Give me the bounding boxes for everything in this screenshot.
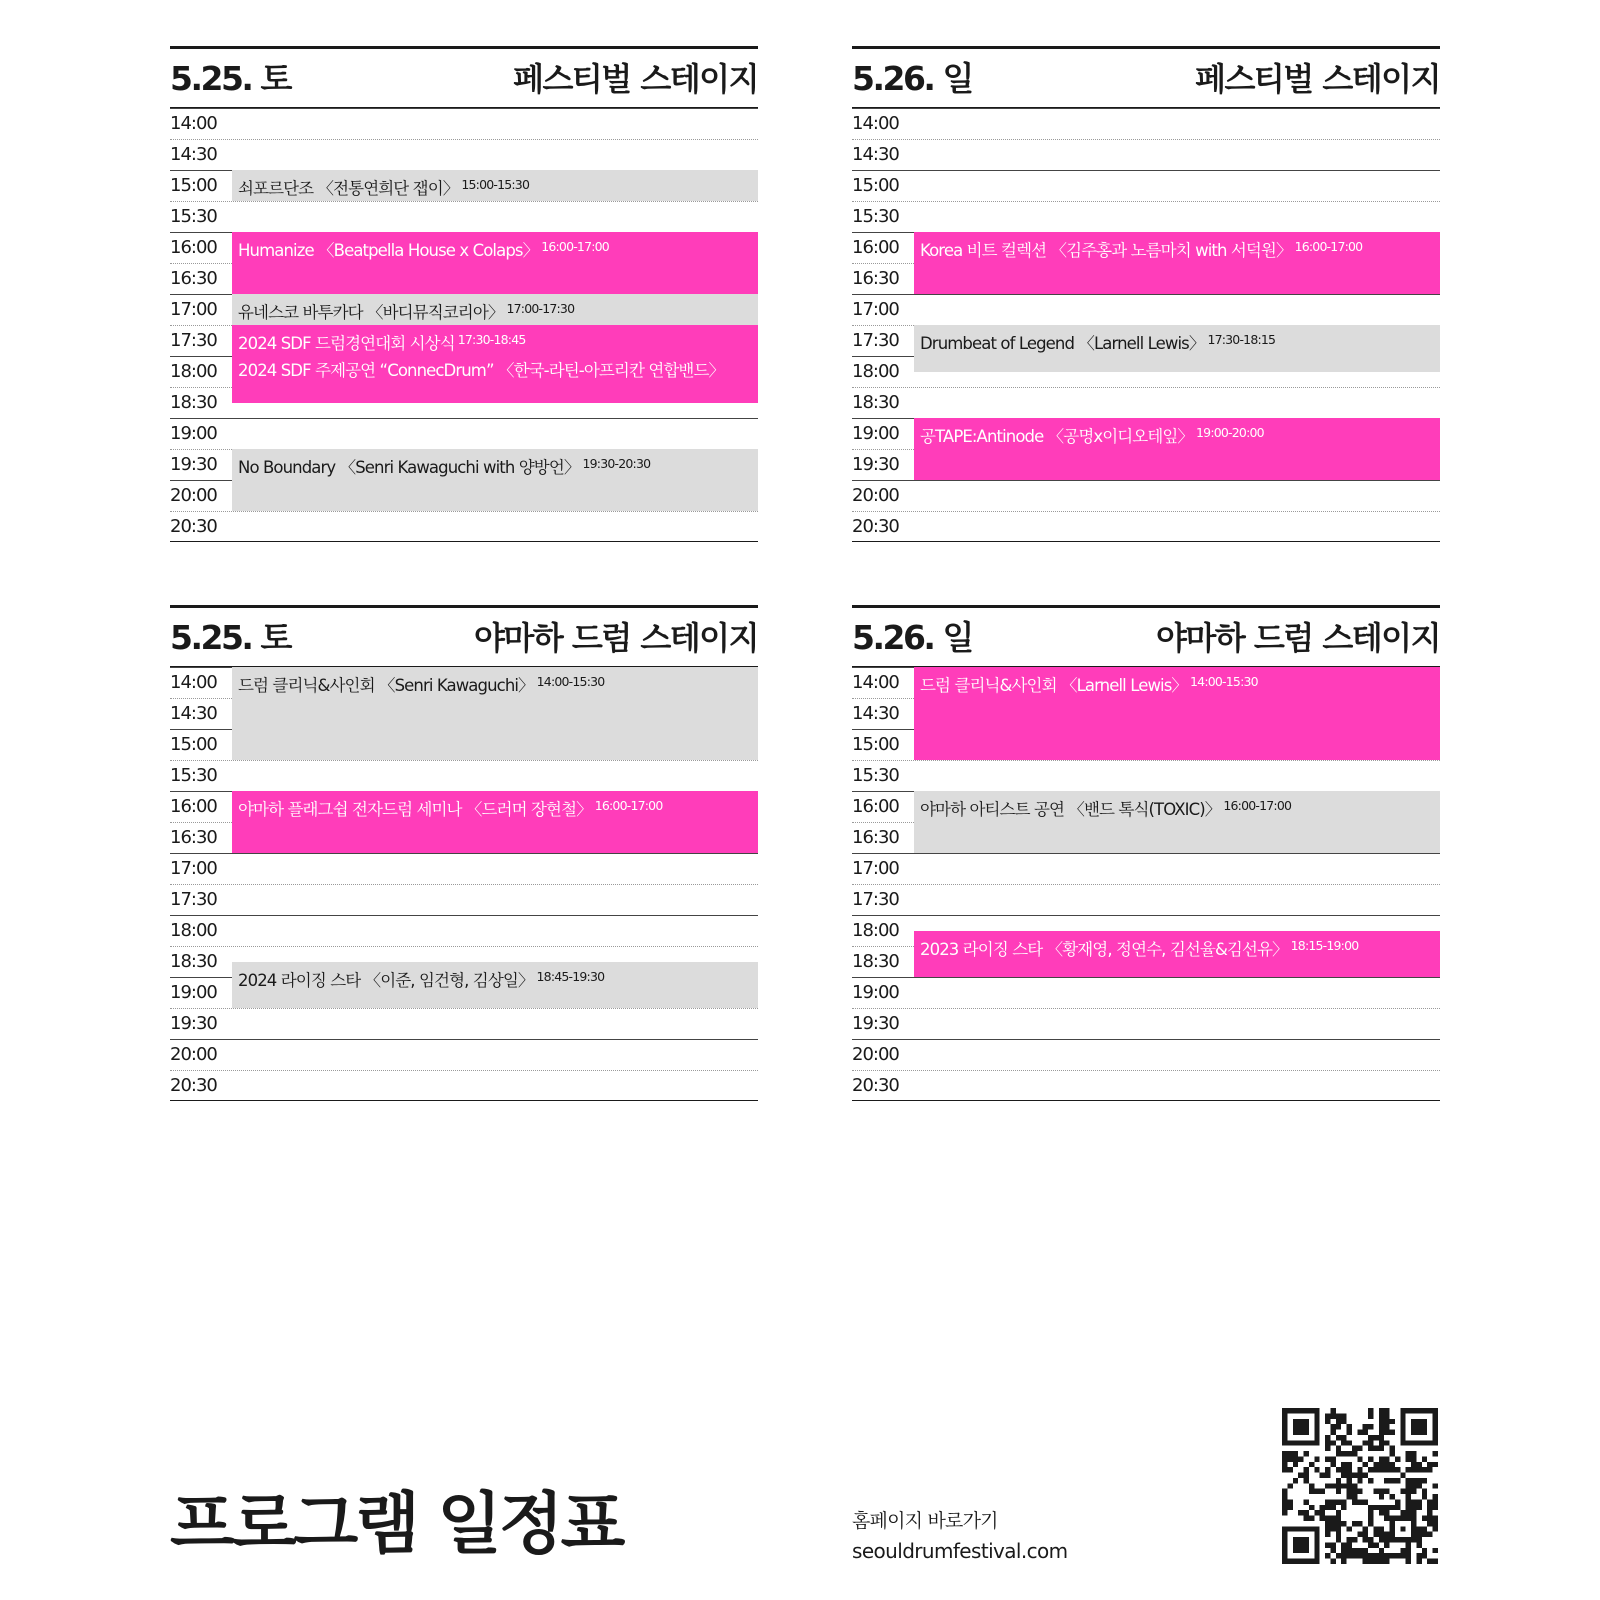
time-label: 20:30 [170, 1075, 217, 1096]
time-label: 16:30 [170, 827, 217, 848]
event-time-range: 16:00-17:00 [594, 798, 663, 813]
time-label: 16:00 [852, 796, 899, 817]
time-label: 20:30 [170, 516, 217, 537]
event-time-range: 15:00-15:30 [461, 177, 530, 192]
event-title [920, 330, 1275, 354]
time-label: 16:00 [852, 237, 899, 258]
event-name: No Boundary 〈Senri Kawaguchi with 양방언〉 [238, 458, 580, 477]
event-title [238, 299, 574, 323]
time-label: 20:00 [170, 485, 217, 506]
time-row [170, 108, 758, 139]
time-row [852, 1039, 1440, 1070]
time-label: 15:00 [852, 734, 899, 755]
time-label: 17:30 [170, 330, 217, 351]
time-label: 15:00 [170, 175, 217, 196]
event-title [920, 237, 1362, 261]
time-label: 19:30 [852, 454, 899, 475]
time-label: 18:00 [852, 361, 899, 382]
time-label: 14:30 [852, 703, 899, 724]
time-label: 19:30 [852, 1013, 899, 1034]
time-label: 18:30 [852, 951, 899, 972]
time-label: 17:30 [170, 889, 217, 910]
panel-stage-name: 페스티벌 스테이지 [1195, 60, 1440, 98]
time-label: 18:00 [852, 920, 899, 941]
event-name: 공TAPE:Antinode 〈공명x이디오테잎〉 [920, 427, 1194, 446]
event-block[interactable] [232, 962, 758, 1009]
time-row [170, 1039, 758, 1070]
time-row [852, 1008, 1440, 1039]
panel-header [170, 46, 758, 108]
event-time-range: 18:15-19:00 [1290, 937, 1359, 953]
event-title [920, 423, 1264, 447]
event-time-range: 16:00-17:00 [1294, 239, 1363, 254]
event-block[interactable] [232, 791, 758, 853]
event-time-range: 14:00-15:30 [536, 674, 605, 689]
panel-stage-name: 페스티벌 스테이지 [513, 60, 758, 98]
time-row [852, 387, 1440, 418]
time-label: 19:00 [852, 982, 899, 1003]
time-label: 19:30 [170, 454, 217, 475]
time-grid [852, 108, 1440, 542]
time-label: 16:30 [170, 268, 217, 289]
time-row [852, 294, 1440, 325]
time-label: 18:30 [852, 392, 899, 413]
event-name: 드럼 클리닉&사인회 〈Larnell Lewis〉 [920, 676, 1188, 695]
time-grid [170, 108, 758, 542]
event-block[interactable] [914, 418, 1440, 480]
time-label: 14:30 [852, 144, 899, 165]
event-name: 2024 SDF 주제공연 “ConnecDrum” 〈한국-라틴-아프리칸 연합밴드〉 [238, 361, 725, 380]
time-label: 20:30 [852, 1075, 899, 1096]
event-name: Humanize 〈Beatpella House x Colaps〉 [238, 241, 539, 260]
time-row [852, 853, 1440, 884]
event-title [238, 361, 724, 381]
schedule-panel [852, 605, 1440, 1101]
event-time-range: 17:00-17:30 [506, 301, 575, 316]
event-block[interactable] [232, 449, 758, 511]
event-title [920, 796, 1291, 820]
time-label: 20:00 [852, 485, 899, 506]
time-label: 15:30 [852, 765, 899, 786]
panel-date: 5.25. 토 [170, 59, 290, 98]
event-title [238, 672, 604, 696]
time-label: 18:30 [170, 392, 217, 413]
time-grid [852, 667, 1440, 1101]
panel-header [852, 46, 1440, 108]
program-schedule-title: 프로그램 일정표 [170, 1485, 623, 1563]
time-row [852, 201, 1440, 232]
event-block[interactable] [232, 294, 758, 325]
event-title [238, 454, 650, 478]
time-row [852, 139, 1440, 170]
event-time-range: 19:00-20:00 [1196, 425, 1264, 440]
event-time-range: 19:30-20:30 [582, 456, 651, 471]
time-label: 16:00 [170, 796, 217, 817]
event-time-range: 17:30-18:45 [457, 332, 526, 347]
time-row [852, 1070, 1440, 1101]
event-name: 2024 SDF 드럼경연대회 시상식 [238, 334, 455, 353]
time-row [170, 915, 758, 946]
event-name: 2023 라이징 스타 〈황재영, 정연수, 김선율&김선유〉 [920, 939, 1288, 959]
event-block[interactable] [914, 931, 1440, 978]
time-label: 15:00 [852, 175, 899, 196]
event-time-range: 17:30-18:15 [1207, 332, 1276, 347]
time-label: 17:00 [170, 299, 217, 320]
schedule-panel [170, 46, 758, 542]
homepage-url-link[interactable]: seouldrumfestival.com [852, 1539, 1068, 1563]
event-block[interactable] [232, 170, 758, 201]
time-label: 16:30 [852, 268, 899, 289]
time-label: 19:00 [852, 423, 899, 444]
event-title [238, 237, 609, 261]
event-title [238, 796, 662, 820]
time-label: 17:30 [852, 330, 899, 351]
panel-date: 5.26. 일 [852, 59, 972, 98]
time-row [170, 511, 758, 542]
time-label: 17:30 [852, 889, 899, 910]
time-label: 17:00 [852, 299, 899, 320]
time-label: 15:30 [852, 206, 899, 227]
event-title [920, 672, 1258, 696]
time-row [852, 511, 1440, 542]
time-label: 18:30 [170, 951, 217, 972]
event-time-range: 16:00-17:00 [541, 239, 609, 254]
time-row [170, 418, 758, 449]
time-label: 14:00 [170, 672, 217, 693]
event-name: 드럼 클리닉&사인회 〈Senri Kawaguchi〉 [238, 676, 534, 695]
time-label: 15:30 [170, 765, 217, 786]
event-name: 쇠포르단조 〈전통연희단 잽이〉 [238, 179, 459, 198]
event-time-range: 14:00-15:30 [1190, 674, 1258, 689]
time-row [852, 170, 1440, 201]
event-block[interactable] [232, 667, 758, 760]
event-block[interactable] [232, 232, 758, 294]
time-row [170, 853, 758, 884]
event-name: 2024 라이징 스타 〈이준, 임건형, 김상일〉 [238, 970, 534, 990]
time-label: 20:30 [852, 516, 899, 537]
time-row [852, 977, 1440, 1008]
time-row [170, 201, 758, 232]
time-label: 14:30 [170, 703, 217, 724]
time-label: 17:00 [170, 858, 217, 879]
homepage-link-label: 홈페이지 바로가기 [852, 1510, 998, 1532]
event-block[interactable] [914, 232, 1440, 294]
event-name: 야마하 아티스트 공연 〈밴드 톡식(TOXIC)〉 [920, 800, 1221, 819]
time-label: 14:30 [170, 144, 217, 165]
event-block[interactable] [232, 325, 758, 356]
time-label: 17:00 [852, 858, 899, 879]
time-row [852, 480, 1440, 511]
time-label: 20:00 [170, 1044, 217, 1065]
event-time-range: 16:00-17:00 [1223, 798, 1292, 813]
time-label: 16:30 [852, 827, 899, 848]
panel-header [170, 605, 758, 667]
event-name: Drumbeat of Legend 〈Larnell Lewis〉 [920, 334, 1205, 353]
time-label: 18:00 [170, 361, 217, 382]
time-label: 16:00 [170, 237, 217, 258]
time-label: 19:30 [170, 1013, 217, 1034]
event-title [920, 936, 1358, 960]
event-block[interactable] [914, 791, 1440, 853]
time-grid [170, 667, 758, 1101]
qr-code-icon[interactable] [1282, 1408, 1438, 1564]
event-title [238, 330, 526, 354]
time-row [852, 760, 1440, 791]
time-row [852, 884, 1440, 915]
schedule-panel [170, 605, 758, 1101]
panel-stage-name: 야마하 드럼 스테이지 [1156, 619, 1440, 657]
event-time-range: 18:45-19:30 [536, 968, 605, 984]
time-label: 15:00 [170, 734, 217, 755]
event-title [238, 175, 529, 199]
event-block[interactable] [914, 325, 1440, 372]
event-block[interactable] [914, 667, 1440, 760]
time-row [170, 760, 758, 791]
schedule-panel [852, 46, 1440, 542]
panel-date: 5.26. 일 [852, 618, 972, 657]
time-label: 14:00 [852, 113, 899, 134]
event-name: Korea 비트 컬렉션 〈김주홍과 노름마치 with 서덕원〉 [920, 241, 1292, 260]
panel-stage-name: 야마하 드럼 스테이지 [474, 619, 758, 657]
time-row [170, 884, 758, 915]
time-row [170, 139, 758, 170]
time-row [170, 1008, 758, 1039]
event-block[interactable] [232, 356, 758, 403]
time-row [852, 108, 1440, 139]
time-label: 18:00 [170, 920, 217, 941]
time-label: 19:00 [170, 423, 217, 444]
event-name: 유네스코 바투카다 〈바디뮤직코리아〉 [238, 303, 504, 322]
panel-header [852, 605, 1440, 667]
time-row [170, 1070, 758, 1101]
time-label: 19:00 [170, 982, 217, 1003]
time-label: 14:00 [852, 672, 899, 693]
time-label: 14:00 [170, 113, 217, 134]
event-name: 야마하 플래그쉽 전자드럼 세미나 〈드러머 장현철〉 [238, 800, 592, 819]
event-title [238, 967, 604, 991]
time-label: 15:30 [170, 206, 217, 227]
time-label: 20:00 [852, 1044, 899, 1065]
panel-date: 5.25. 토 [170, 618, 290, 657]
